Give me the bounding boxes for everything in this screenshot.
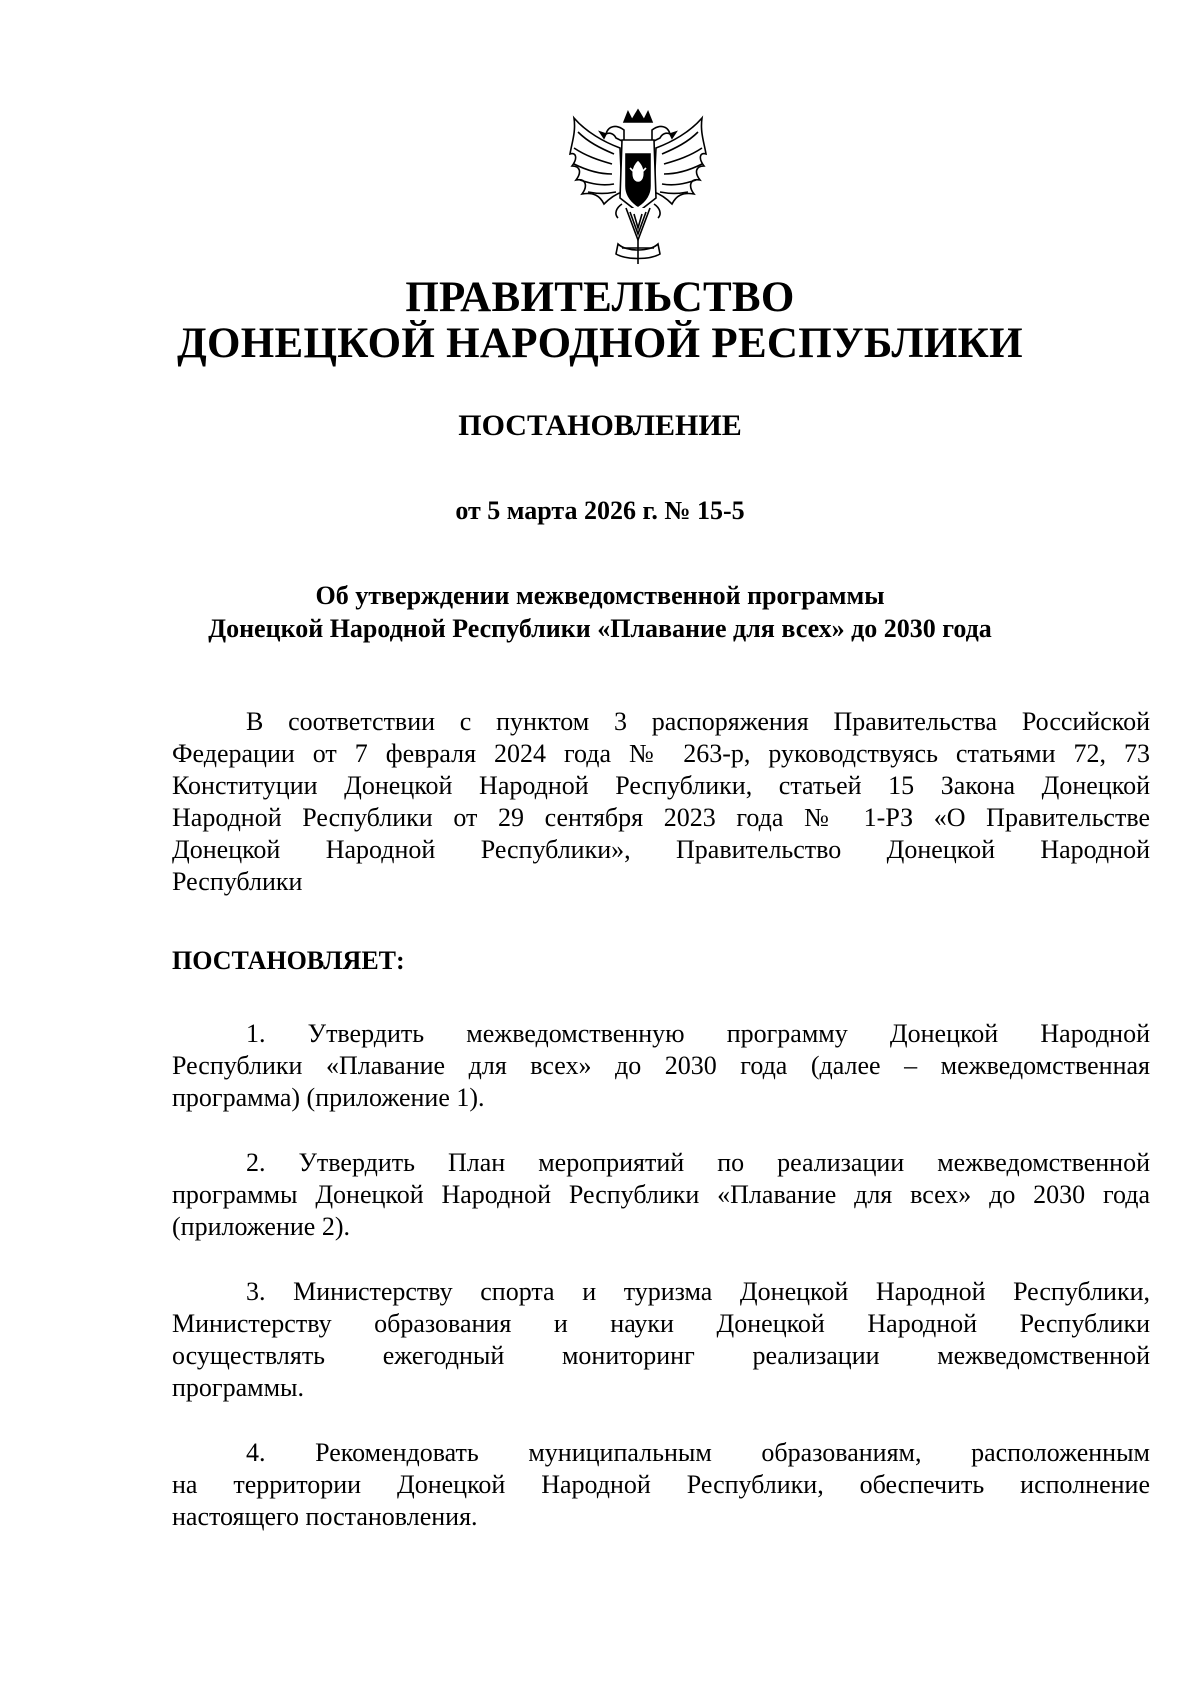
decree-item-3	[172, 1276, 1150, 1404]
paragraph-line: Республики	[172, 867, 303, 896]
preamble-paragraph	[172, 706, 1150, 898]
paragraph-line: 4. Рекомендовать муниципальным образованиям, расположенным	[246, 1438, 1150, 1467]
decree-heading: ПОСТАНОВЛЯЕТ:	[172, 946, 405, 975]
decree-item-1	[172, 1018, 1150, 1114]
paragraph-line: Народной Республики от 29 сентября 2023 года № 1-РЗ «О Правительстве	[172, 803, 1150, 832]
paragraph-line: 1. Утвердить межведомственную программу Донецкой Народной	[246, 1019, 1150, 1048]
decree-item-2	[172, 1147, 1150, 1243]
paragraph-line: 3. Министерству спорта и туризма Донецкой Народной Республики,	[246, 1277, 1150, 1306]
document-type: ПОСТАНОВЛЕНИЕ	[458, 409, 742, 442]
paragraph-line: программы.	[172, 1373, 304, 1402]
paragraph-line: 2. Утвердить План мероприятий по реализации межведомственной	[246, 1148, 1150, 1177]
paragraph-line: Конституции Донецкой Народной Республики, статьей 15 Закона Донецкой	[172, 771, 1150, 800]
paragraph-line: Республики «Плавание для всех» до 2030 года (далее – межведомственная	[172, 1051, 1150, 1080]
paragraph-line: Министерству образования и науки Донецкой Народной Республики	[172, 1309, 1150, 1338]
paragraph-line: на территории Донецкой Народной Республики, обеспечить исполнение	[172, 1470, 1150, 1499]
organization-name-line-2: ДОНЕЦКОЙ НАРОДНОЙ РЕСПУБЛИКИ	[177, 320, 1023, 367]
paragraph-line: программа) (приложение 1).	[172, 1083, 485, 1112]
paragraph-line: Донецкой Народной Республики», Правительство Донецкой Народной	[172, 835, 1150, 864]
document-title-line: Донецкой Народной Республики «Плавание для всех» до 2030 года	[208, 614, 992, 643]
decree-item-4	[172, 1437, 1150, 1533]
paragraph-line: настоящего постановления.	[172, 1502, 478, 1531]
paragraph-line: Федерации от 7 февраля 2024 года № 263-р, руководствуясь статьями 72, 73	[172, 739, 1150, 768]
coat-of-arms-emblem	[564, 108, 712, 266]
paragraph-line: (приложение 2).	[172, 1212, 351, 1241]
organization-name-line-1: ПРАВИТЕЛЬСТВО	[405, 274, 795, 321]
document-title-line: Об утверждении межведомственной программы	[315, 581, 885, 610]
paragraph-line: осуществлять ежегодный мониторинг реализации межведомственной	[172, 1341, 1150, 1370]
paragraph-line: В соответствии с пунктом 3 распоряжения Правительства Российской	[246, 707, 1150, 736]
paragraph-line: программы Донецкой Народной Республики «Плавание для всех» до 2030 года	[172, 1180, 1150, 1209]
coat-of-arms-eagle-icon	[564, 108, 712, 266]
document-date-number: от 5 марта 2026 г. № 15-5	[455, 496, 745, 525]
document-title	[150, 579, 1050, 645]
